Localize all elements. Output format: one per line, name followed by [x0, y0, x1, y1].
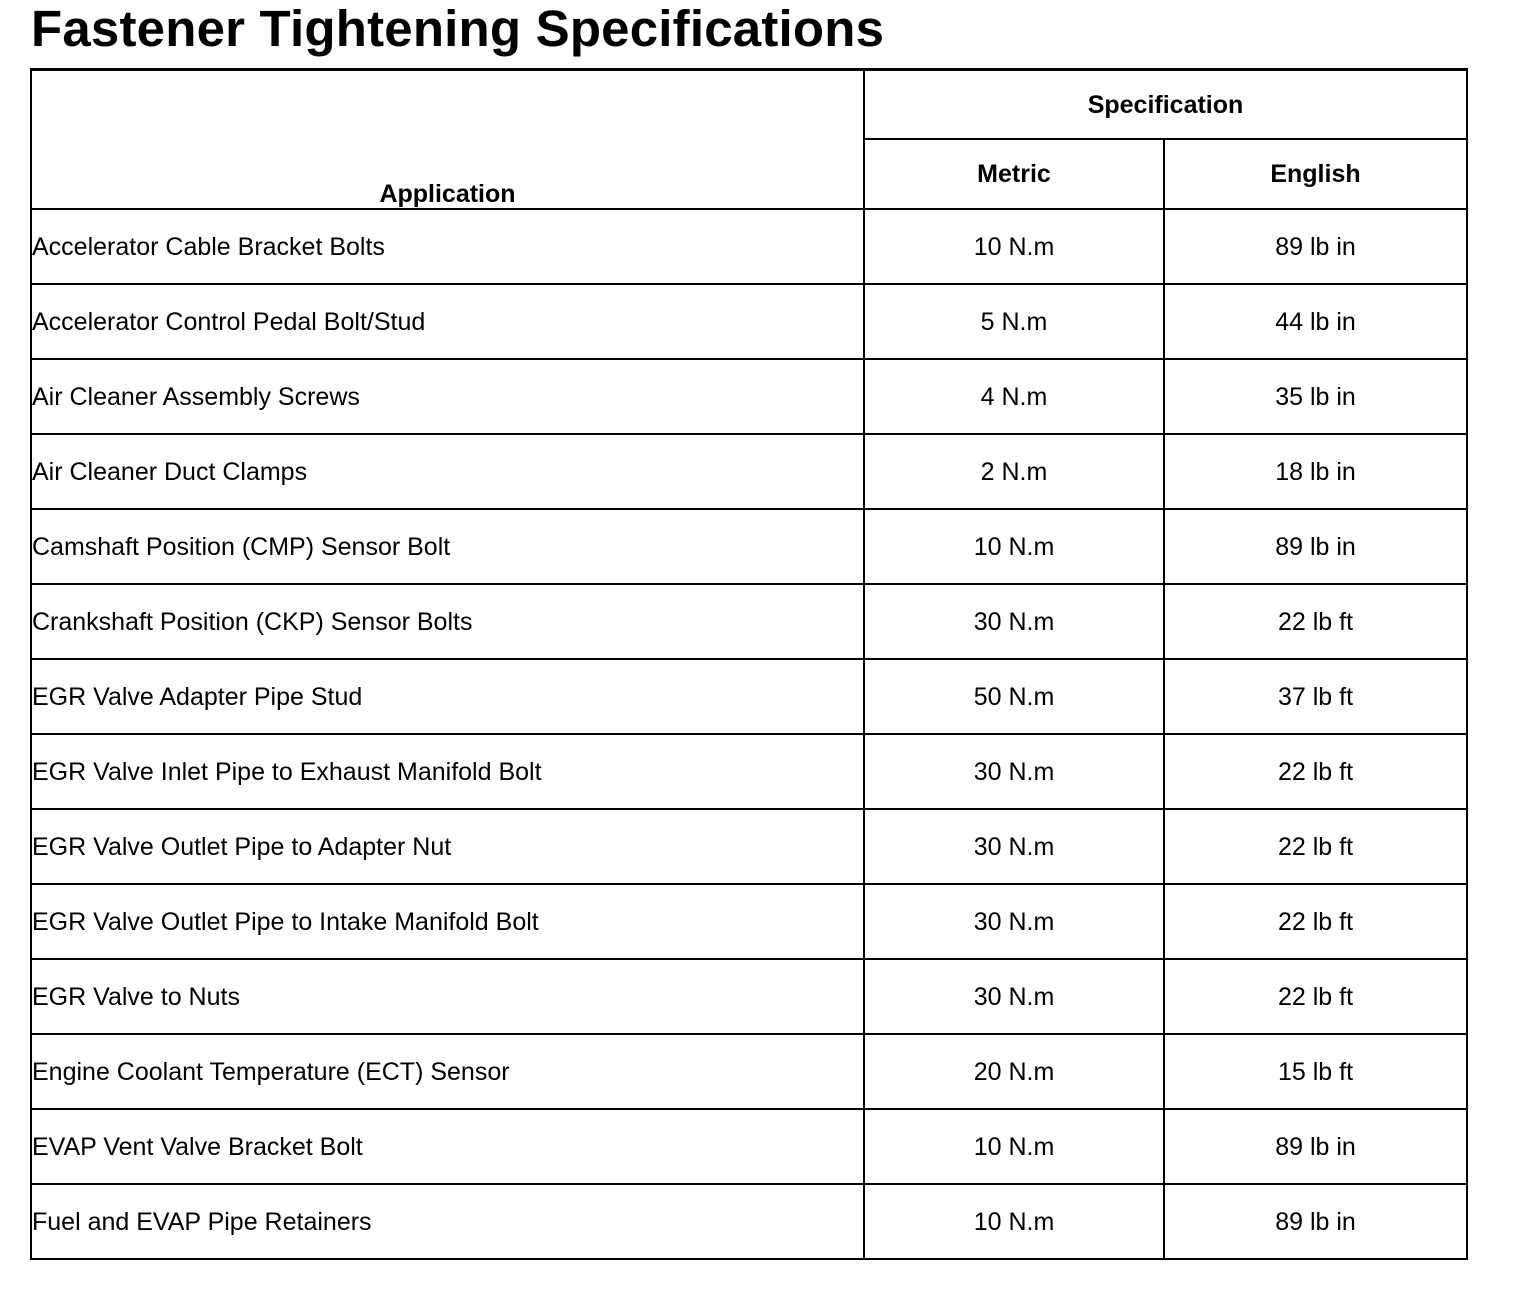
page-title: Fastener Tightening Specifications — [31, 0, 885, 57]
table-row — [31, 434, 1467, 509]
application-cell: Accelerator Control Pedal Bolt/Stud — [31, 284, 864, 359]
application-cell: Engine Coolant Temperature (ECT) Sensor — [31, 1034, 864, 1109]
table-row — [31, 1184, 1467, 1259]
application-cell: EGR Valve to Nuts — [31, 959, 864, 1034]
metric-cell: 2 N.m — [864, 434, 1164, 509]
metric-cell: 30 N.m — [864, 959, 1164, 1034]
application-header: Application — [31, 70, 864, 210]
table-row — [31, 209, 1467, 284]
english-cell: 89 lb in — [1164, 509, 1467, 584]
table-row — [31, 1109, 1467, 1184]
english-cell: 89 lb in — [1164, 1184, 1467, 1259]
application-cell: EGR Valve Outlet Pipe to Intake Manifold Bolt — [31, 884, 864, 959]
specification-header: Specification — [864, 70, 1467, 140]
english-cell: 22 lb ft — [1164, 734, 1467, 809]
table-row — [31, 734, 1467, 809]
table-row — [31, 1034, 1467, 1109]
english-cell: 89 lb in — [1164, 209, 1467, 284]
metric-cell: 30 N.m — [864, 809, 1164, 884]
english-header: English — [1164, 139, 1467, 209]
english-cell: 22 lb ft — [1164, 584, 1467, 659]
table-row — [31, 284, 1467, 359]
english-cell: 22 lb ft — [1164, 959, 1467, 1034]
english-cell: 89 lb in — [1164, 1109, 1467, 1184]
table-row — [31, 659, 1467, 734]
fastener-spec-table — [30, 68, 1468, 1260]
application-cell: Air Cleaner Assembly Screws — [31, 359, 864, 434]
metric-cell: 20 N.m — [864, 1034, 1164, 1109]
application-cell: Air Cleaner Duct Clamps — [31, 434, 864, 509]
metric-cell: 30 N.m — [864, 584, 1164, 659]
english-cell: 35 lb in — [1164, 359, 1467, 434]
english-cell: 22 lb ft — [1164, 809, 1467, 884]
metric-cell: 10 N.m — [864, 509, 1164, 584]
metric-cell: 4 N.m — [864, 359, 1164, 434]
table-row — [31, 809, 1467, 884]
application-cell: EGR Valve Outlet Pipe to Adapter Nut — [31, 809, 864, 884]
metric-cell: 5 N.m — [864, 284, 1164, 359]
metric-header: Metric — [864, 139, 1164, 209]
english-cell: 18 lb in — [1164, 434, 1467, 509]
english-cell: 15 lb ft — [1164, 1034, 1467, 1109]
metric-cell: 50 N.m — [864, 659, 1164, 734]
metric-cell: 30 N.m — [864, 884, 1164, 959]
table-row — [31, 884, 1467, 959]
english-cell: 22 lb ft — [1164, 884, 1467, 959]
metric-cell: 10 N.m — [864, 1109, 1164, 1184]
application-cell: EGR Valve Inlet Pipe to Exhaust Manifold Bolt — [31, 734, 864, 809]
table-row — [31, 359, 1467, 434]
table-row — [31, 509, 1467, 584]
metric-cell: 30 N.m — [864, 734, 1164, 809]
application-cell: Camshaft Position (CMP) Sensor Bolt — [31, 509, 864, 584]
application-cell: Accelerator Cable Bracket Bolts — [31, 209, 864, 284]
application-cell: Crankshaft Position (CKP) Sensor Bolts — [31, 584, 864, 659]
table-row — [31, 584, 1467, 659]
table-row — [31, 959, 1467, 1034]
application-cell: EVAP Vent Valve Bracket Bolt — [31, 1109, 864, 1184]
english-cell: 37 lb ft — [1164, 659, 1467, 734]
application-cell: EGR Valve Adapter Pipe Stud — [31, 659, 864, 734]
metric-cell: 10 N.m — [864, 1184, 1164, 1259]
application-cell: Fuel and EVAP Pipe Retainers — [31, 1184, 864, 1259]
metric-cell: 10 N.m — [864, 209, 1164, 284]
header-row-group — [31, 70, 1467, 140]
english-cell: 44 lb in — [1164, 284, 1467, 359]
